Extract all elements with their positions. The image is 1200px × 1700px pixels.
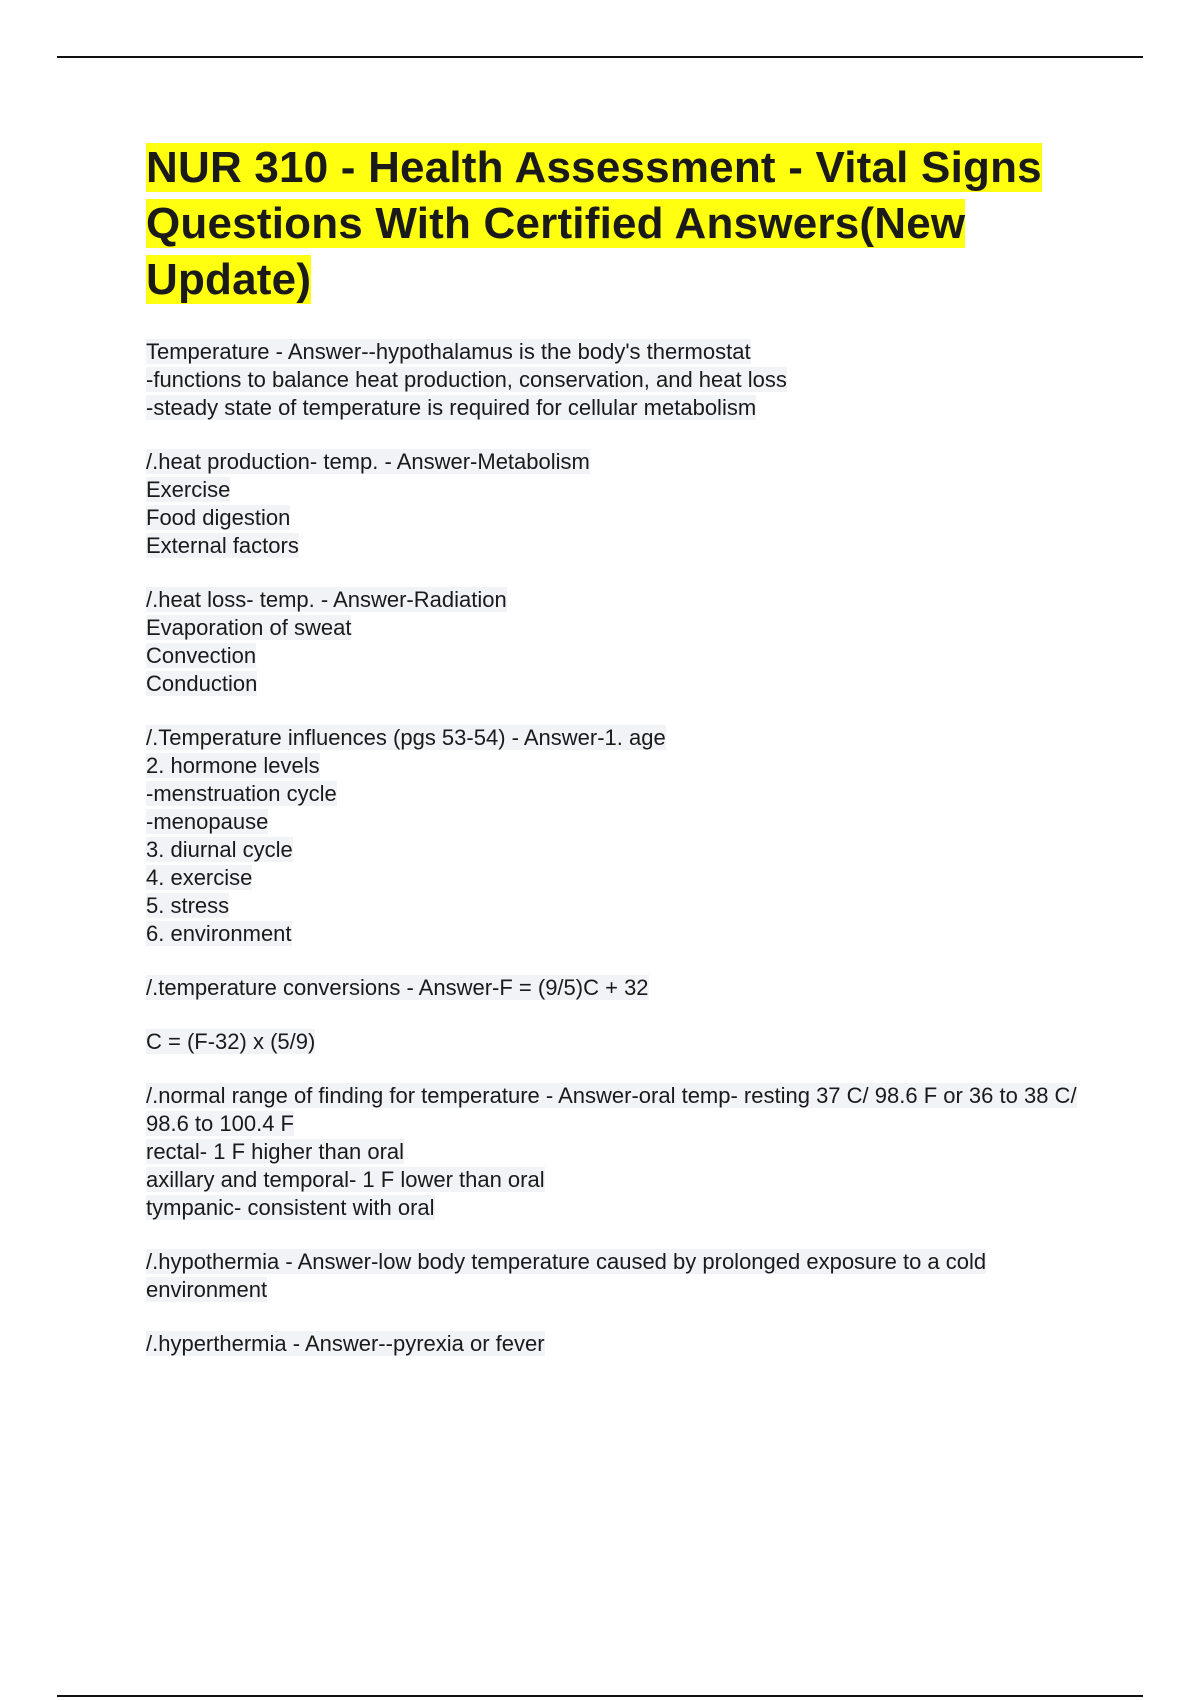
qa-entry-hyperthermia [146,1330,1086,1358]
qa-entry-heat-loss [146,586,1086,698]
top-rule [57,56,1143,58]
qa-entry-text: /.hyperthermia - Answer--pyrexia or fever [146,1331,545,1356]
qa-entry-text: /.Temperature influences (pgs 53-54) - Answer-1. age 2. hormone levels -menstruation cycle -menopause 3. diurnal cycle 4. exercise 5. stress 6. environment [146,725,666,946]
qa-entry-temperature [146,338,1086,422]
qa-entry-text: /.normal range of finding for temperature - Answer-oral temp- resting 37 C/ 98.6 F or 36 to 38 C/ 98.6 to 100.4 F rectal- 1 F higher than oral axillary and temporal- 1 F lower than oral tympanic- consistent with oral [146,1083,1077,1220]
qa-entry-text: /.heat loss- temp. - Answer-Radiation Evaporation of sweat Convection Conduction [146,587,507,696]
document-body [146,140,1086,1384]
qa-entry-conversion-formula [146,1028,1086,1056]
qa-entry-text: /.heat production- temp. - Answer-Metabolism Exercise Food digestion External factors [146,449,590,558]
qa-entry-heat-production [146,448,1086,560]
qa-entry-temperature-conversions [146,974,1086,1002]
qa-entry-temperature-influences [146,724,1086,948]
qa-entry-text: Temperature - Answer--hypothalamus is the body's thermostat -functions to balance heat production, conservation, and heat loss -steady state of temperature is required for cellular metabolism [146,339,787,420]
qa-entry-hypothermia [146,1248,1086,1304]
qa-entry-text: /.hypothermia - Answer-low body temperature caused by prolonged exposure to a cold environment [146,1249,987,1302]
document-title [146,140,1086,308]
qa-entry-text: /.temperature conversions - Answer-F = (9/5)C + 32 [146,975,649,1000]
qa-entry-normal-range [146,1082,1086,1222]
bottom-rule [57,1695,1143,1697]
document-title-text: NUR 310 - Health Assessment - Vital Signs Questions With Certified Answers(New Update) [146,143,1042,304]
qa-entry-text: C = (F-32) x (5/9) [146,1029,316,1054]
